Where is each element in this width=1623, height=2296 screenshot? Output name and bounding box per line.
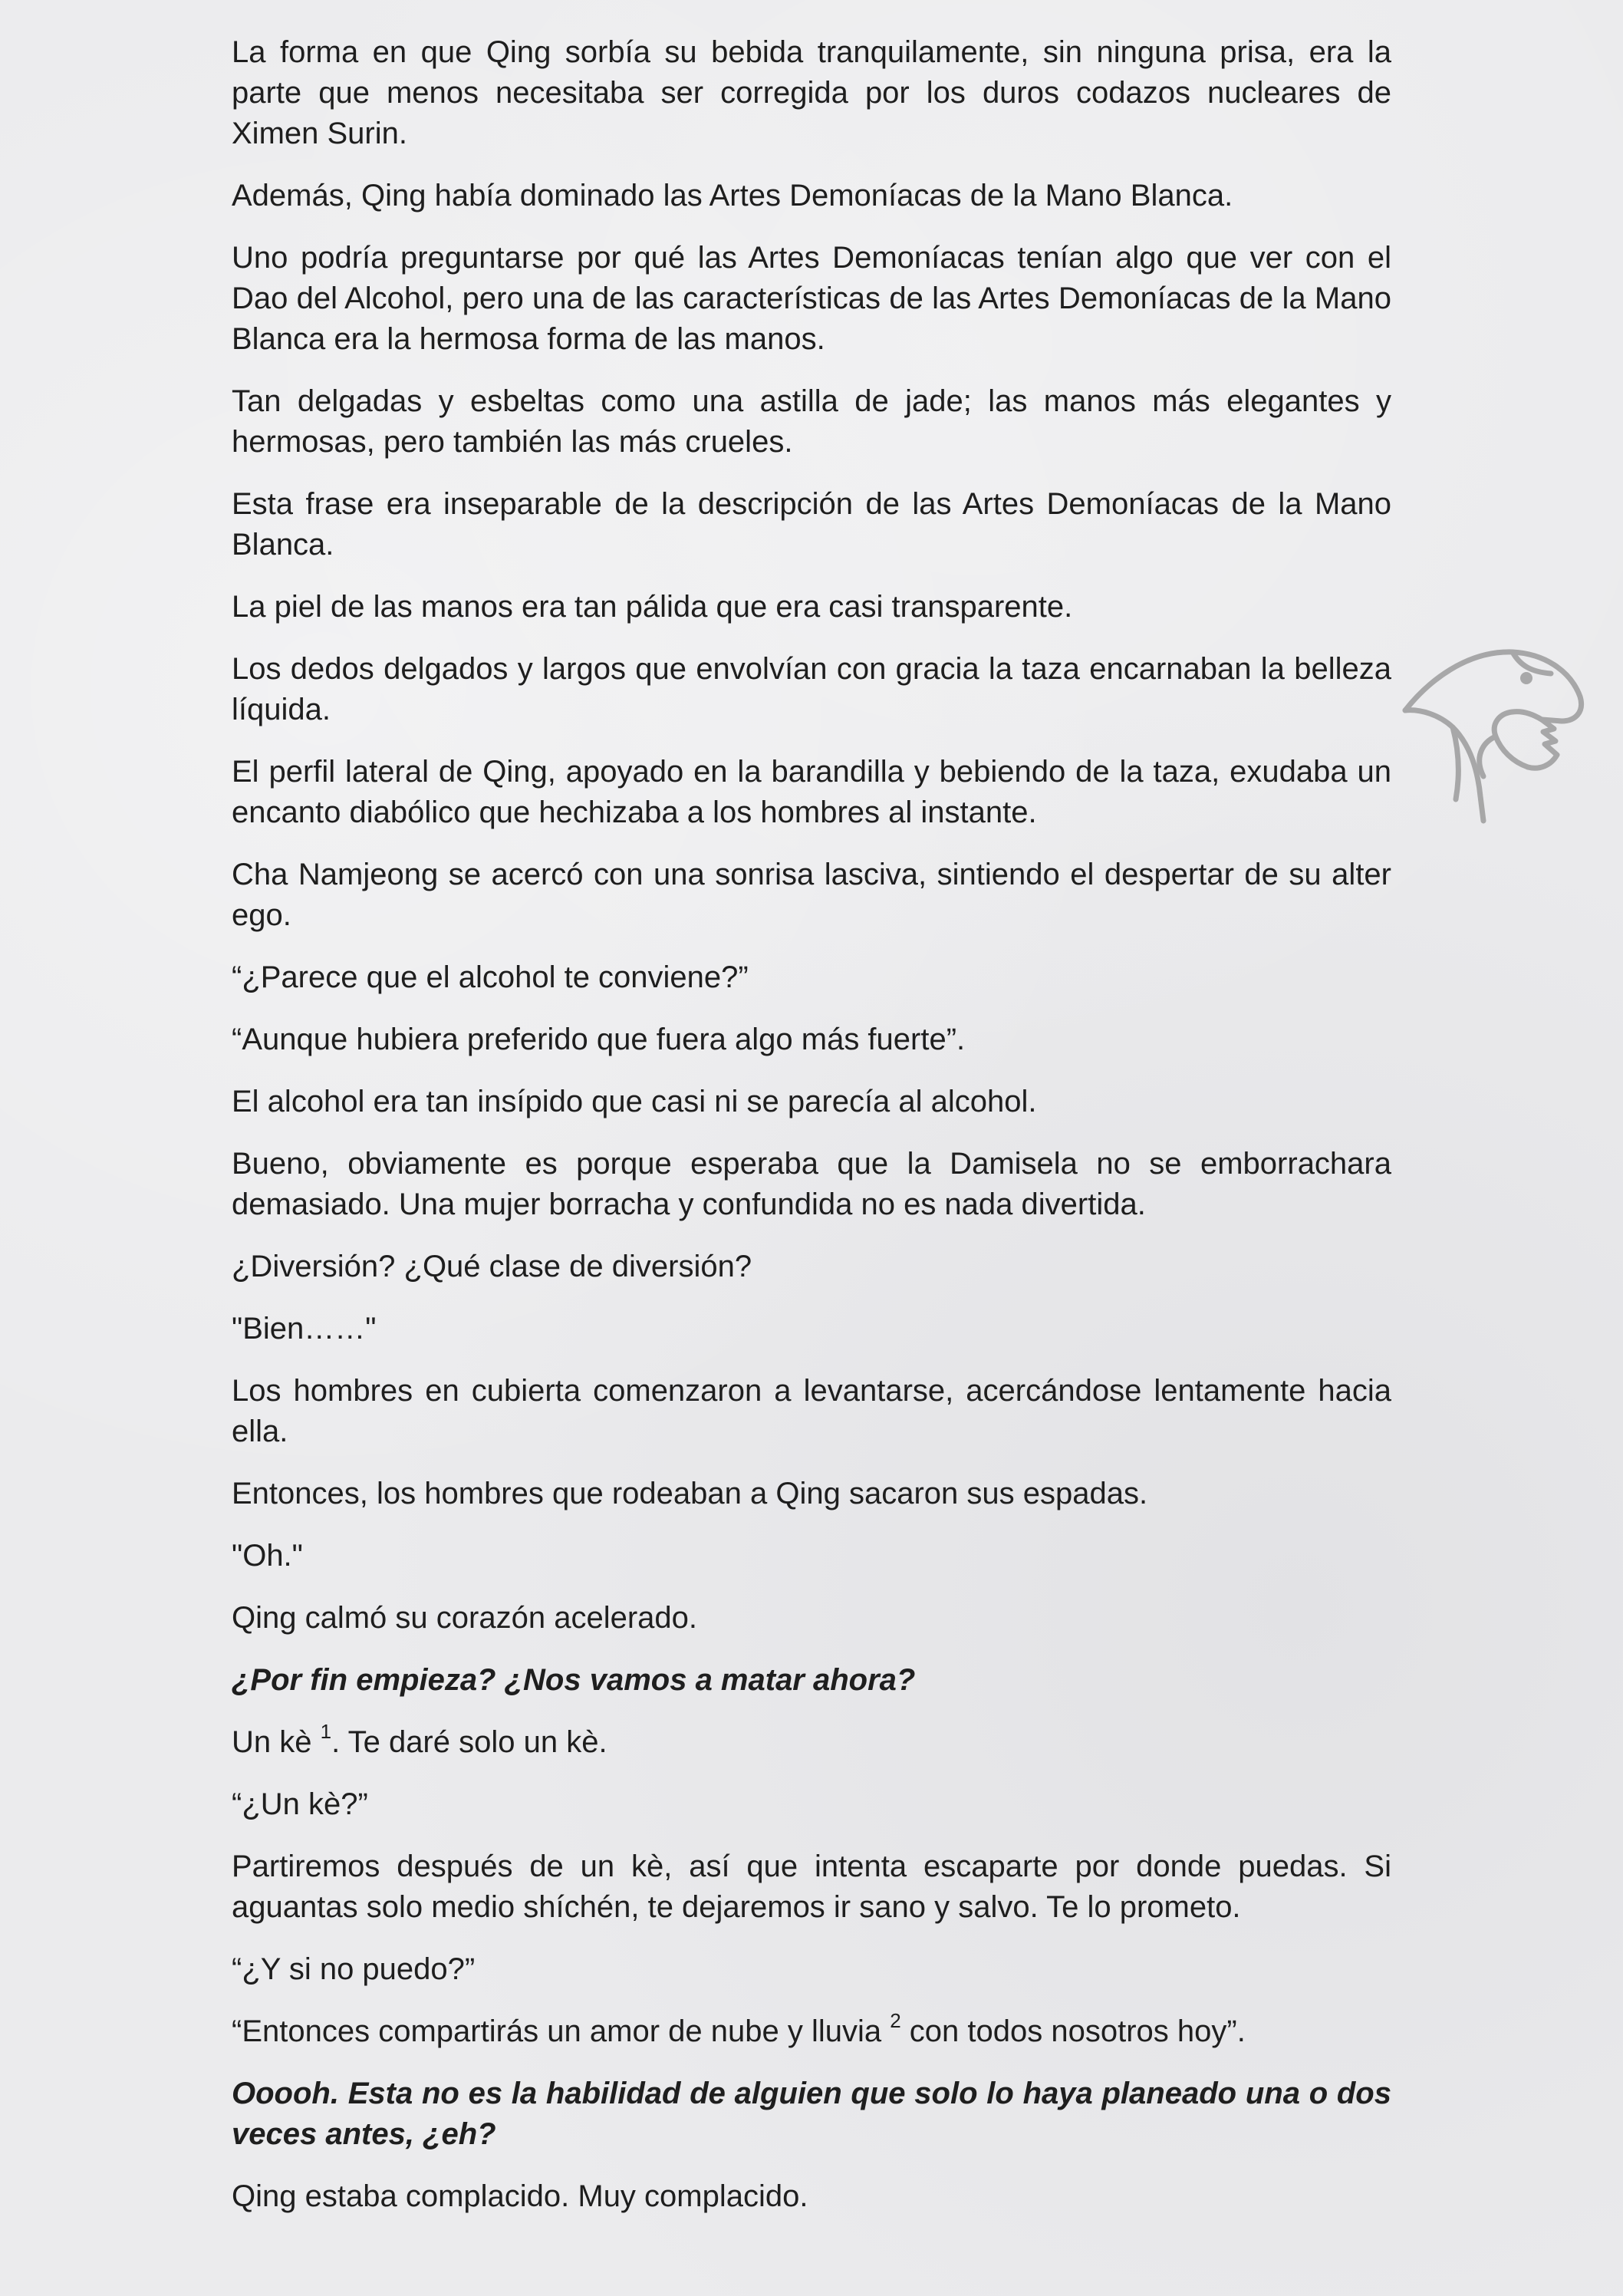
paragraph: La piel de las manos era tan pálida que era casi transparente. bbox=[232, 590, 1073, 624]
paragraph: Entonces, los hombres que rodeaban a Qing sacaron sus espadas. bbox=[232, 1477, 1148, 1510]
paragraph: Esta frase era inseparable de la descripción de las Artes Demoníacas de la Mano Blanca. bbox=[232, 487, 1391, 562]
paragraph: La forma en que Qing sorbía su bebida tranquilamente, sin ninguna prisa, era la parte que menos necesitaba ser corregida por los duros codazos nucleares de Ximen Surin. bbox=[232, 35, 1391, 150]
dialogue-line: “¿Parece que el alcohol te conviene?” bbox=[232, 960, 749, 994]
paragraph-text: con todos nosotros hoy”. bbox=[900, 2014, 1246, 2048]
dialogue-line: “¿Y si no puedo?” bbox=[232, 1952, 476, 1986]
paragraph: Además, Qing había dominado las Artes Demoníacas de la Mano Blanca. bbox=[232, 179, 1233, 212]
paragraph: El perfil lateral de Qing, apoyado en la barandilla y bebiendo de la taza, exudaba un encanto diabólico que hechizaba a los hombres al instante. bbox=[232, 755, 1391, 829]
paragraph-with-footnote bbox=[232, 1719, 1391, 1763]
paragraph: Qing calmó su corazón acelerado. bbox=[232, 1601, 697, 1635]
document-page bbox=[232, 32, 1391, 2238]
paragraph: Uno podría preguntarse por qué las Artes Demoníacas tenían algo que ver con el Dao del Alcohol, pero una de las características de las Artes Demoníacas de la Mano Blanca era la hermosa forma de las manos. bbox=[232, 241, 1391, 356]
paragraph: Bueno, obviamente es porque esperaba que la Damisela no se emborrachara demasiado. Una mujer borracha y confundida no es nada divertida. bbox=[232, 1147, 1391, 1221]
paragraph: Los dedos delgados y largos que envolvían con gracia la taza encarnaban la belleza líquida. bbox=[232, 652, 1391, 726]
dialogue-line: “Aunque hubiera preferido que fuera algo más fuerte”. bbox=[232, 1023, 966, 1056]
thought-line: Ooooh. Esta no es la habilidad de alguien que solo lo haya planeado una o dos veces antes, ¿eh? bbox=[232, 2077, 1391, 2151]
footnote-marker[interactable]: 1 bbox=[320, 1719, 332, 1743]
dinosaur-head-logo-icon bbox=[1397, 635, 1589, 827]
paragraph: Partiremos después de un kè, así que intenta escaparte por donde puedas. Si aguantas solo medio shíchén, te dejaremos ir sano y salvo. Te lo prometo. bbox=[232, 1850, 1391, 1924]
paragraph-text: . Te daré solo un kè. bbox=[331, 1725, 607, 1759]
footnote-marker[interactable]: 2 bbox=[890, 2008, 901, 2032]
paragraph: Tan delgadas y esbeltas como una astilla de jade; las manos más elegantes y hermosas, pero también las más crueles. bbox=[232, 384, 1391, 459]
dialogue-line: “¿Un kè?” bbox=[232, 1787, 368, 1821]
paragraph: Cha Namjeong se acercó con una sonrisa lasciva, sintiendo el despertar de su alter ego. bbox=[232, 858, 1391, 932]
paragraph: Qing estaba complacido. Muy complacido. bbox=[232, 2179, 808, 2213]
paragraph-text: “Entonces compartirás un amor de nube y lluvia bbox=[232, 2014, 891, 2048]
dialogue-line: "Oh." bbox=[232, 1539, 303, 1573]
paragraph: ¿Diversión? ¿Qué clase de diversión? bbox=[232, 1250, 752, 1283]
paragraph-text: Un kè bbox=[232, 1725, 321, 1759]
dialogue-line: "Bien……" bbox=[232, 1312, 377, 1346]
dialogue-line-with-footnote bbox=[232, 2008, 1391, 2052]
paragraph: Los hombres en cubierta comenzaron a levantarse, acercándose lentamente hacia ella. bbox=[232, 1374, 1391, 1448]
paragraph: El alcohol era tan insípido que casi ni se parecía al alcohol. bbox=[232, 1085, 1037, 1118]
thought-line: ¿Por fin empieza? ¿Nos vamos a matar ahora? bbox=[232, 1663, 916, 1697]
